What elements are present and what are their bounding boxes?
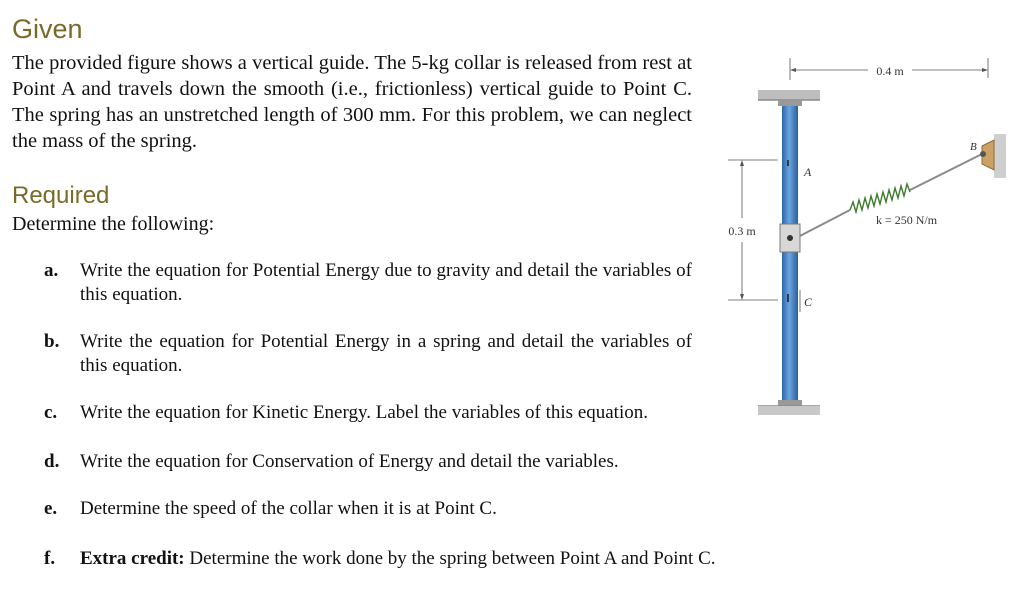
top-support — [758, 90, 820, 106]
item-letter: b. — [44, 331, 60, 352]
item-letter: f. — [44, 548, 56, 569]
dimension-vertical — [728, 160, 778, 300]
item-text: Write the equation for Potential Energy due to gravity and detail the variables of this equation. — [80, 260, 692, 305]
extra-credit-text: Determine the work done by the spring between Point A and Point C. — [184, 548, 716, 569]
item-text: Write the equation for Kinetic Energy. Label the variables of this equation. — [80, 402, 648, 423]
required-intro: Determine the following: — [12, 213, 215, 235]
vertical-guide-figure — [700, 50, 1010, 430]
pin-support-b — [980, 134, 1006, 178]
collar — [780, 224, 800, 252]
dimension-horizontal — [790, 58, 988, 80]
dimension-vertical-label: 0.3 m — [728, 224, 756, 238]
dimension-horizontal-label: 0.4 m — [876, 64, 904, 78]
item-letter: a. — [44, 260, 59, 281]
bottom-support — [758, 400, 820, 415]
item-text: Determine the speed of the collar when it is at Point C. — [80, 498, 497, 519]
item-letter: d. — [44, 451, 60, 472]
item-text: Write the equation for Conservation of Energy and detail the variables. — [80, 451, 619, 472]
item-letter: c. — [44, 402, 58, 423]
point-a-label: A — [804, 165, 812, 179]
item-text: Write the equation for Potential Energy in a spring and detail the variables of this equation. — [80, 331, 692, 376]
item-letter: e. — [44, 498, 58, 519]
spring-constant-label: k = 250 N/m — [876, 213, 938, 227]
given-text: The provided figure shows a vertical guide. The 5-kg collar is released from rest at Point A and travels down the smooth (i.e., frictionless) vertical guide to Point C. The spring has an unstretched length of 300 mm. For this problem, we can neglect the mass of the spring. — [12, 52, 692, 152]
extra-credit-label: Extra credit: — [80, 548, 185, 569]
point-b-label: B — [970, 141, 977, 153]
vertical-guide-rod — [782, 106, 798, 406]
item-text — [80, 547, 716, 571]
point-c-label: C — [804, 295, 813, 309]
required-heading: Required — [12, 182, 110, 209]
given-heading: Given — [12, 14, 83, 44]
